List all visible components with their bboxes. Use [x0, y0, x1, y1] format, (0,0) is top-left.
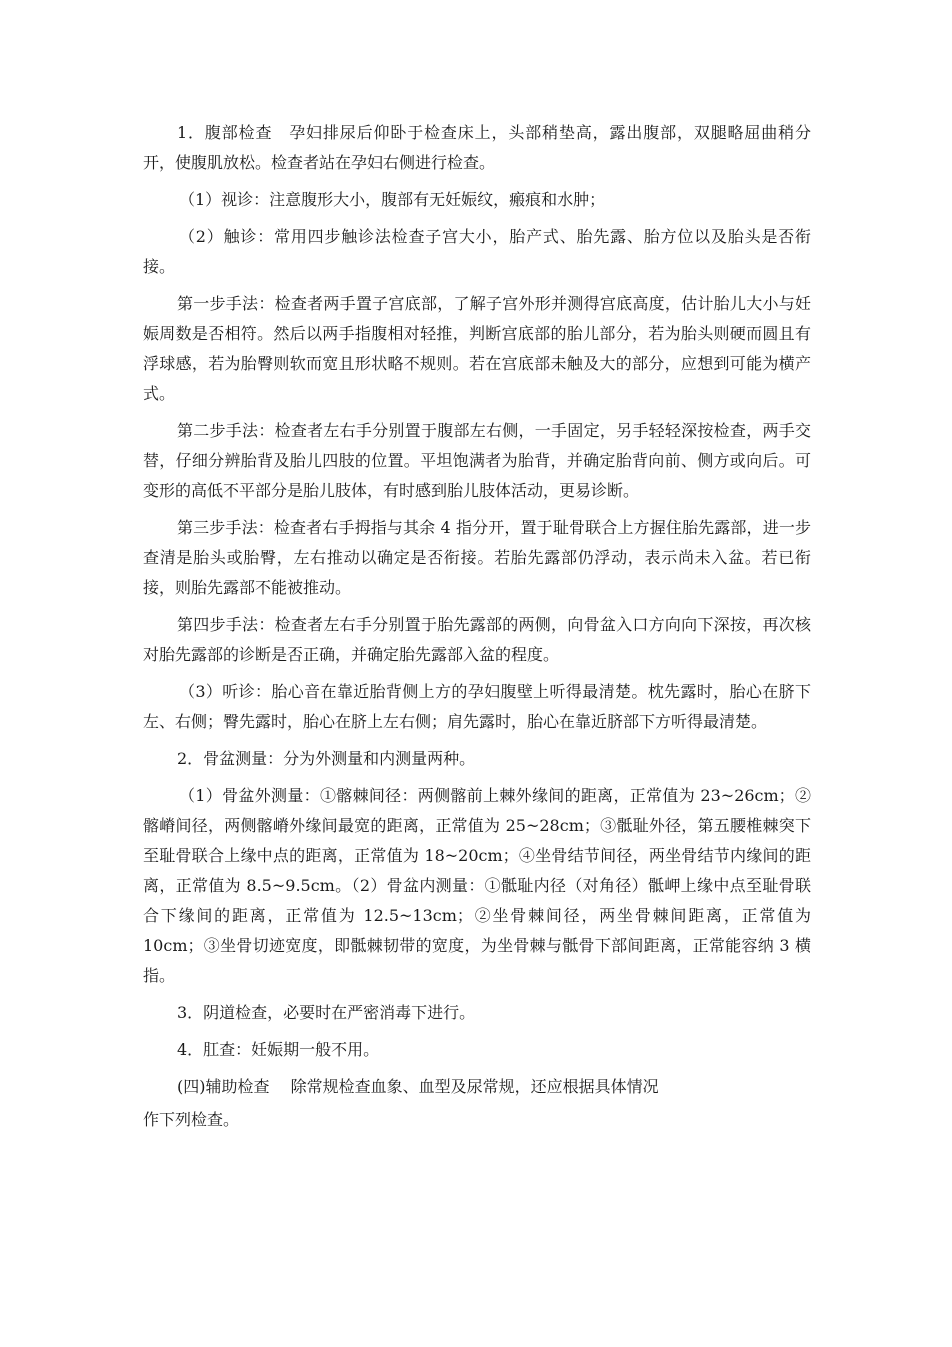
document-body	[143, 118, 811, 1142]
paragraph-pelvic-measurement: 2．骨盆测量：分为外测量和内测量两种。	[177, 749, 476, 768]
paragraph-pelvic-details: （1）骨盆外测量：①髂棘间径：两侧髂前上棘外缘间的距离，正常值为 23~26cm；②髂嵴间径，两侧髂嵴外缘间最宽的距离，正常值为 25~28cm；③骶耻外径，第五腰椎棘突下至耻骨联合上缘中点的距离，正常值为 18~20cm；④坐骨结节间径，两坐骨结节内缘间的距离，正常值为 8.5~9.5cm。（2）骨盆内测量：①骶耻内径（对角径）骶岬上缘中点至耻骨联合下缘间的距离，正常值为 12.5~13cm；②坐骨棘间径，两坐骨棘间距离，正常值为 10cm；③坐骨切迹宽度，即骶棘韧带的宽度，为坐骨棘与骶骨下部间距离，正常能容纳 3 横指。	[143, 786, 811, 985]
paragraph-rectal-exam: 4．肛查：妊娠期一般不用。	[177, 1040, 380, 1059]
paragraph-step-one: 第一步手法：检查者两手置子宫底部，了解子宫外形并测得宫底高度，估计胎儿大小与妊娠周数是否相符。然后以两手指腹相对轻推，判断宫底部的胎儿部分，若为胎头则硬而圆且有浮球感，若为胎臀则软而宽且形状略不规则。若在宫底部未触及大的部分，应想到可能为横产式。	[143, 294, 811, 403]
paragraph-step-two: 第二步手法：检查者左右手分别置于腹部左右侧，一手固定，另手轻轻深按检查，两手交替，仔细分辨胎背及胎儿四肢的位置。平坦饱满者为胎背，并确定胎背向前、侧方或向后。可变形的高低不平部分是胎儿肢体，有时感到胎儿肢体活动，更易诊断。	[143, 421, 811, 500]
paragraph-abdominal-exam: 1．腹部检查 孕妇排尿后仰卧于检查床上，头部稍垫高，露出腹部，双腿略屈曲稍分开，使腹肌放松。检查者站在孕妇右侧进行检查。	[143, 123, 811, 172]
paragraph-step-three: 第三步手法：检查者右手拇指与其余 4 指分开，置于耻骨联合上方握住胎先露部，进一步查清是胎头或胎臀，左右推动以确定是否衔接。若胎先露部仍浮动，表示尚未入盆。若已衔接，则胎先露部不能被推动。	[143, 518, 811, 597]
paragraph-palpation: （2）触诊：常用四步触诊法检查子宫大小，胎产式、胎先露、胎方位以及胎头是否衔接。	[143, 227, 811, 276]
paragraph-inspection: （1）视诊：注意腹形大小，腹部有无妊娠纹，瘢痕和水肿；	[179, 190, 606, 209]
paragraph-auxiliary-exam: (四)辅助检查 除常规检查血象、血型及尿常规，还应根据具体情况	[177, 1077, 659, 1096]
paragraph-vaginal-exam: 3．阴道检查，必要时在严密消毒下进行。	[177, 1003, 476, 1022]
paragraph-step-four: 第四步手法：检查者左右手分别置于胎先露部的两侧，向骨盆入口方向向下深按，再次核对胎先露部的诊断是否正确，并确定胎先露部入盆的程度。	[143, 615, 811, 664]
paragraph-auxiliary-exam-continued: 作下列检查。	[143, 1110, 240, 1129]
paragraph-auscultation: （3）听诊：胎心音在靠近胎背侧上方的孕妇腹壁上听得最清楚。枕先露时，胎心在脐下左、右侧；臀先露时，胎心在脐上左右侧；肩先露时，胎心在靠近脐部下方听得最清楚。	[143, 682, 811, 731]
